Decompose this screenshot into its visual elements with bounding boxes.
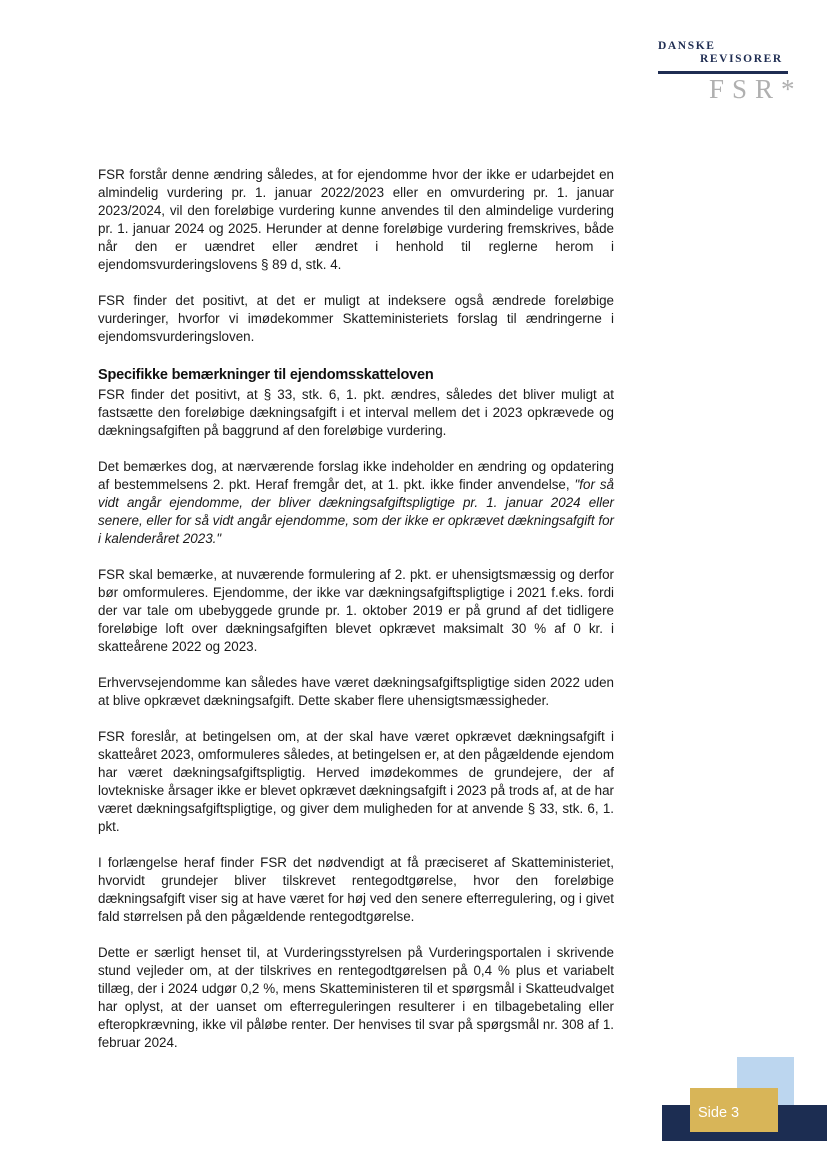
- paragraph: Dette er særligt henset til, at Vurderingsstyrelsen på Vurderingsportalen i skrivende stund vejleder om, at der tilskrives en rentegodtgørelsen på 0,4 % plus et variabelt tillæg, der i 2024 udgør 0,2 %, mens Skatteministeren til et spørgsmål i Skatteudvalget har oplyst, at der uanset om efterreguleringen resulterer i en tilbagebetaling eller efteropkrævning, ikke vil påløbe renter. Der henvises til svar på spørgsmål nr. 308 af 1. februar 2024.: [98, 945, 614, 1050]
- paragraph-text: Det bemærkes dog, at nærværende forslag ikke indeholder en ændring og opdatering af bestemmelsens 2. pkt. Heraf fremgår det, at 1. pkt. ikke finder anvendelse,: [98, 459, 614, 492]
- section-heading: Specifikke bemærkninger til ejendomsskatteloven: [98, 367, 434, 383]
- logo-fsr-mark: FSR*: [709, 74, 803, 104]
- logo-line-danske: DANSKE: [658, 40, 716, 52]
- paragraph: I forlængelse heraf finder FSR det nødvendigt at få præciseret af Skatteministeriet, hvorvidt grundejer bliver tilskrevet rentegodtgørelse, hvor den foreløbige dækningsafgift viser sig at have været for høj ved den senere efterregulering, og i givet fald størrelsen på den pågældende rentegodtgørelse.: [98, 855, 614, 924]
- paragraph: FSR foreslår, at betingelsen om, at der skal have været opkrævet dækningsafgift i skatteåret 2023, omformuleres således, at betingelsen er, at den pågældende ejendom har været dækningsafgiftspligtig. Herved imødekommes de grundejere, der af lovtekniske årsager ikke er blevet opkrævet dækningsafgift i 2023 på trods af, at de har været dækningsafgiftspligtige, og giver dem muligheden for at anvende § 33, stk. 6, 1. pkt.: [98, 729, 614, 834]
- paragraph: FSR finder det positivt, at § 33, stk. 6, 1. pkt. ændres, således det bliver muligt at fastsætte den foreløbige dækningsafgift i et interval mellem det i 2023 opkrævede og dækningsafgiften på baggrund af den foreløbige vurdering.: [98, 387, 614, 438]
- paragraph: Erhvervsejendomme kan således have været dækningsafgiftspligtige siden 2022 uden at blive opkrævet dækningsafgift. Dette skaber flere uhensigtsmæssigheder.: [98, 675, 614, 708]
- paragraph: FSR finder det positivt, at det er muligt at indeksere også ændrede foreløbige vurderinger, hvorfor vi imødekommer Skatteministeriets forslag til ændringerne i ejendomsvurderingsloven.: [98, 293, 614, 344]
- quoted-provision: "for så vidt angår ejendomme, der bliver dækningsafgiftspligtige pr. 1. januar 2024 eller senere, eller for så vidt angår ejendomme, som der ikke er opkrævet dækningsafgift for i kalenderåret 2023.": [98, 477, 614, 546]
- paragraph-with-quote: [98, 458, 614, 548]
- page-number: Side 3: [698, 1105, 740, 1121]
- document-body: [98, 166, 614, 1070]
- page-number-badge: [690, 1088, 778, 1132]
- fsr-logo: [640, 38, 803, 108]
- logo-line-revisorer: REVISORER: [700, 53, 783, 65]
- paragraph: FSR forstår denne ændring således, at for ejendomme hvor der ikke er udarbejdet en almindelig vurdering pr. 1. januar 2022/2023 eller en omvurdering pr. 1. januar 2023/2024, vil den foreløbige vurdering kunne anvendes til den almindelige vurdering pr. 1. januar 2024 og 2025. Herunder at denne foreløbige vurdering fremskrives, både når den er uændret eller ændret i henhold til reglerne herom i ejendomsvurderingslovens § 89 d, stk. 4.: [98, 167, 614, 272]
- paragraph: FSR skal bemærke, at nuværende formulering af 2. pkt. er uhensigtsmæssig og derfor bør omformuleres. Ejendomme, der ikke var dækningsafgiftspligtige i 2021 f.eks. fordi der var tale om ubebyggede grunde pr. 1. oktober 2019 er på grund af det tidligere foreløbige loft over dækningsafgiften blevet opkrævet maksimalt 30 % af 0 kr. i skatteårene 2022 og 2023.: [98, 567, 614, 654]
